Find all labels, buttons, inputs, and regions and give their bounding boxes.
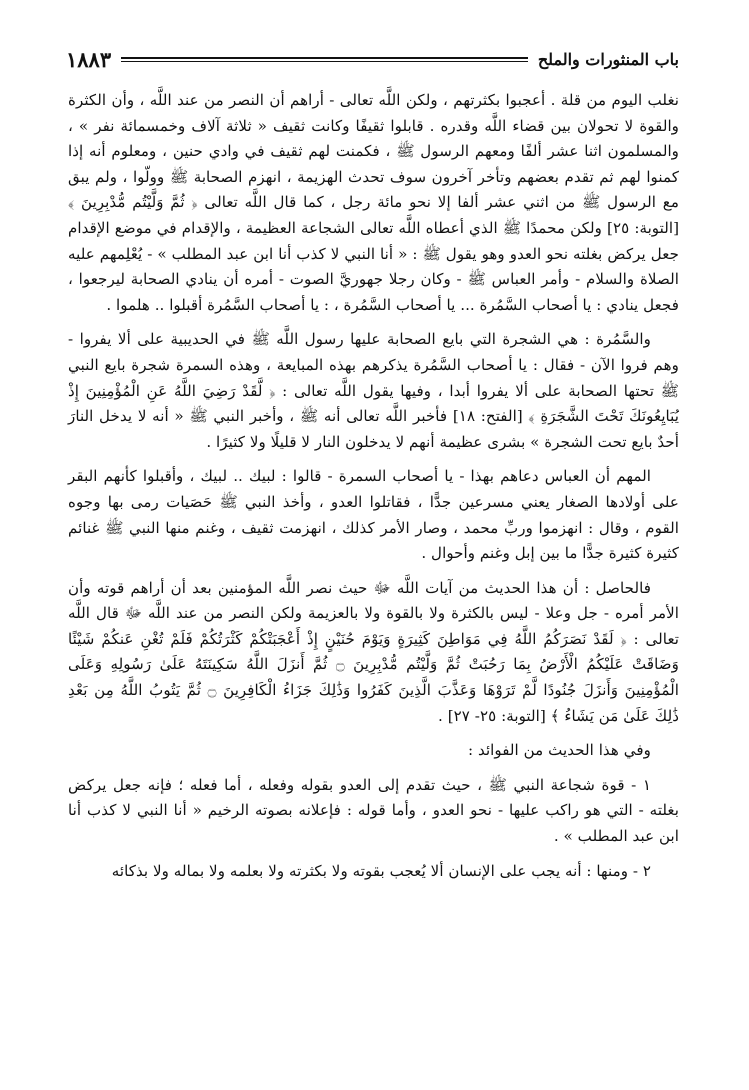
paragraph-6: ١ - قوة شجاعة النبي ﷺ ، حيث تقدم إلى العدو بقوله وفعله ، أما فعله ؛ فإنه جعل يركض بغلته - التي هو راكب عليها - نحو العدو ، وأما قوله : فإعلانه بصوته الرخيم « أنا النبي لا كذب أنا ابن عبد المطلب » .: [68, 775, 679, 846]
paragraph-5: وفي هذا الحديث من الفوائد :: [468, 741, 651, 760]
header-rule: [121, 57, 528, 62]
paragraph-1: نغلب اليوم من قلة . أعجبوا بكثرتهم ، ولكن اللَّه تعالى - أراهم أن النصر من عند اللَّه ، وأن الكثرة والقوة لا تحولان بين قضاء اللَّه وقدره . قابلوا ثقيفًا وكانت ثقيف « ثلاثة آلاف وخمسمائة نفر » ، والمسلمون اثنا عشر ألفًا ومعهم الرسول ﷺ ، فكمنت لهم ثقيف في وادي حنين ، ومعلوم أنه إذا كمنوا لهم ثم تقدم بعضهم وتأخر آخرون سوف تحدث الهزيمة ، انهزم الصحابة ﷺ وولّوا ، ولم يبق مع الرسول ﷺ من اثني عشر ألفا إلا نحو مائة رجل ، كما قال اللَّه تعالى ﴿ ثُمَّ وَلَّيْتُم مُّدْبِرِينَ ﴾ [التوبة: ٢٥] ولكن محمدًا ﷺ الذي أعطاه اللَّه تعالى الشجاعة العظيمة ، والإقدام في موضع الإقدام جعل يركض بغلته نحو العدو وهو يقول ﷺ : « أنا النبي لا كذب أنا ابن عبد المطلب » - يُعْلِمهم عليه الصلاة والسلام - وأمر العباس ﷺ - وكان رجلا جهوريَّ الصوت - أمره أن ينادي الصحابة ليرجعوا ، فجعل ينادي : يا أصحاب السَّمُرة ... يا أصحاب السَّمُرة ، : يا أصحاب السَّمُرة أقبلوا .. هلموا .: [68, 91, 680, 314]
paragraph-3: المهم أن العباس دعاهم بهذا - يا أصحاب السمرة - قالوا : لبيك .. لبيك ، وأقبلوا كأنهم البقر على أولادها الصغار يعني مسرعين جدًّا ، فقاتلوا العدو ، وأخذ النبي ﷺ حَصَيات رمى بها وجوه القوم ، وقال : انهزموا وربِّ محمد ، وصار الأمر كذلك ، انهزمت ثقيف ، وغنم منها النبي ﷺ غنائم كثيرة كثيرة جدًّا ما بين إبل وغنم وأحوال .: [68, 467, 679, 563]
paragraph-7: ٢ - ومنها : أنه يجب على الإنسان ألا يُعجب بقوته ولا بكثرته ولا بعلمه ولا بماله ولا بذكائه: [111, 861, 651, 880]
chapter-title: باب المنثورات والملح: [537, 49, 679, 69]
page-number: ١٨٨٣: [66, 46, 112, 72]
paragraph-4: فالحاصل : أن هذا الحديث من آيات اللَّه ﷻ حيث نصر اللَّه المؤمنين بعد أن أراهم قوته وأن الأمر أمره - جل وعلا - ليس بالكثرة ولا بالقوة ولا بالعزيمة ولكن النصر من عند اللَّه ﷻ قال اللَّه تعالى : ﴿ لَقَدْ نَصَرَكُمُ اللَّهُ فِي مَوَاطِنَ كَثِيرَةٍ وَيَوْمَ حُنَيْنٍ إِذْ أَعْجَبَتْكُمْ كَثْرَتُكُمْ فَلَمْ تُغْنِ عَنكُمْ شَيْئًا وَضَاقَتْ عَلَيْكُمُ الْأَرْضُ بِمَا رَحُبَتْ ثُمَّ وَلَّيْتُم مُّدْبِرِينَ ۝ ثُمَّ أَنزَلَ اللَّهُ سَكِينَتَهُ عَلَىٰ رَسُولِهِ وَعَلَى الْمُؤْمِنِينَ وَأَنزَلَ جُنُودًا لَّمْ تَرَوْهَا وَعَذَّبَ الَّذِينَ كَفَرُوا وَذَٰلِكَ جَزَاءُ الْكَافِرِينَ ۝ ثُمَّ يَتُوبُ اللَّهُ مِن بَعْدِ ذَٰلِكَ عَلَىٰ مَن يَشَاءُ ﴾ [التوبة: ٢٥- ٢٧] .: [68, 578, 679, 725]
page-body: [68, 88, 679, 893]
page-header: [66, 42, 679, 76]
paragraph-2: والسَّمُرة : هي الشجرة التي بايع الصحابة عليها رسول اللَّه ﷺ في الحديبية على ألا يفروا - وهم فروا الآن - فقال : يا أصحاب السَّمُرة يذكرهم بهذه المبايعة ، وهذه السمرة شجرة بايع النبي ﷺ تحتها الصحابة على ألا يفروا أبدا ، وفيها يقول اللَّه تعالى : ﴿ لَّقَدْ رَضِيَ اللَّهُ عَنِ الْمُؤْمِنِينَ إِذْ يُبَايِعُونَكَ تَحْتَ الشَّجَرَةِ ﴾ [الفتح: ١٨] فأخبر اللَّه تعالى أنه ﷺ ، وأخبر النبي ﷺ « أنه لا يدخل النارَ أحدٌ بايع تحت الشجرة » بشرى عظيمة أنهم لا يدخلون النار لا قليلًا ولا كثيرًا .: [68, 330, 679, 451]
